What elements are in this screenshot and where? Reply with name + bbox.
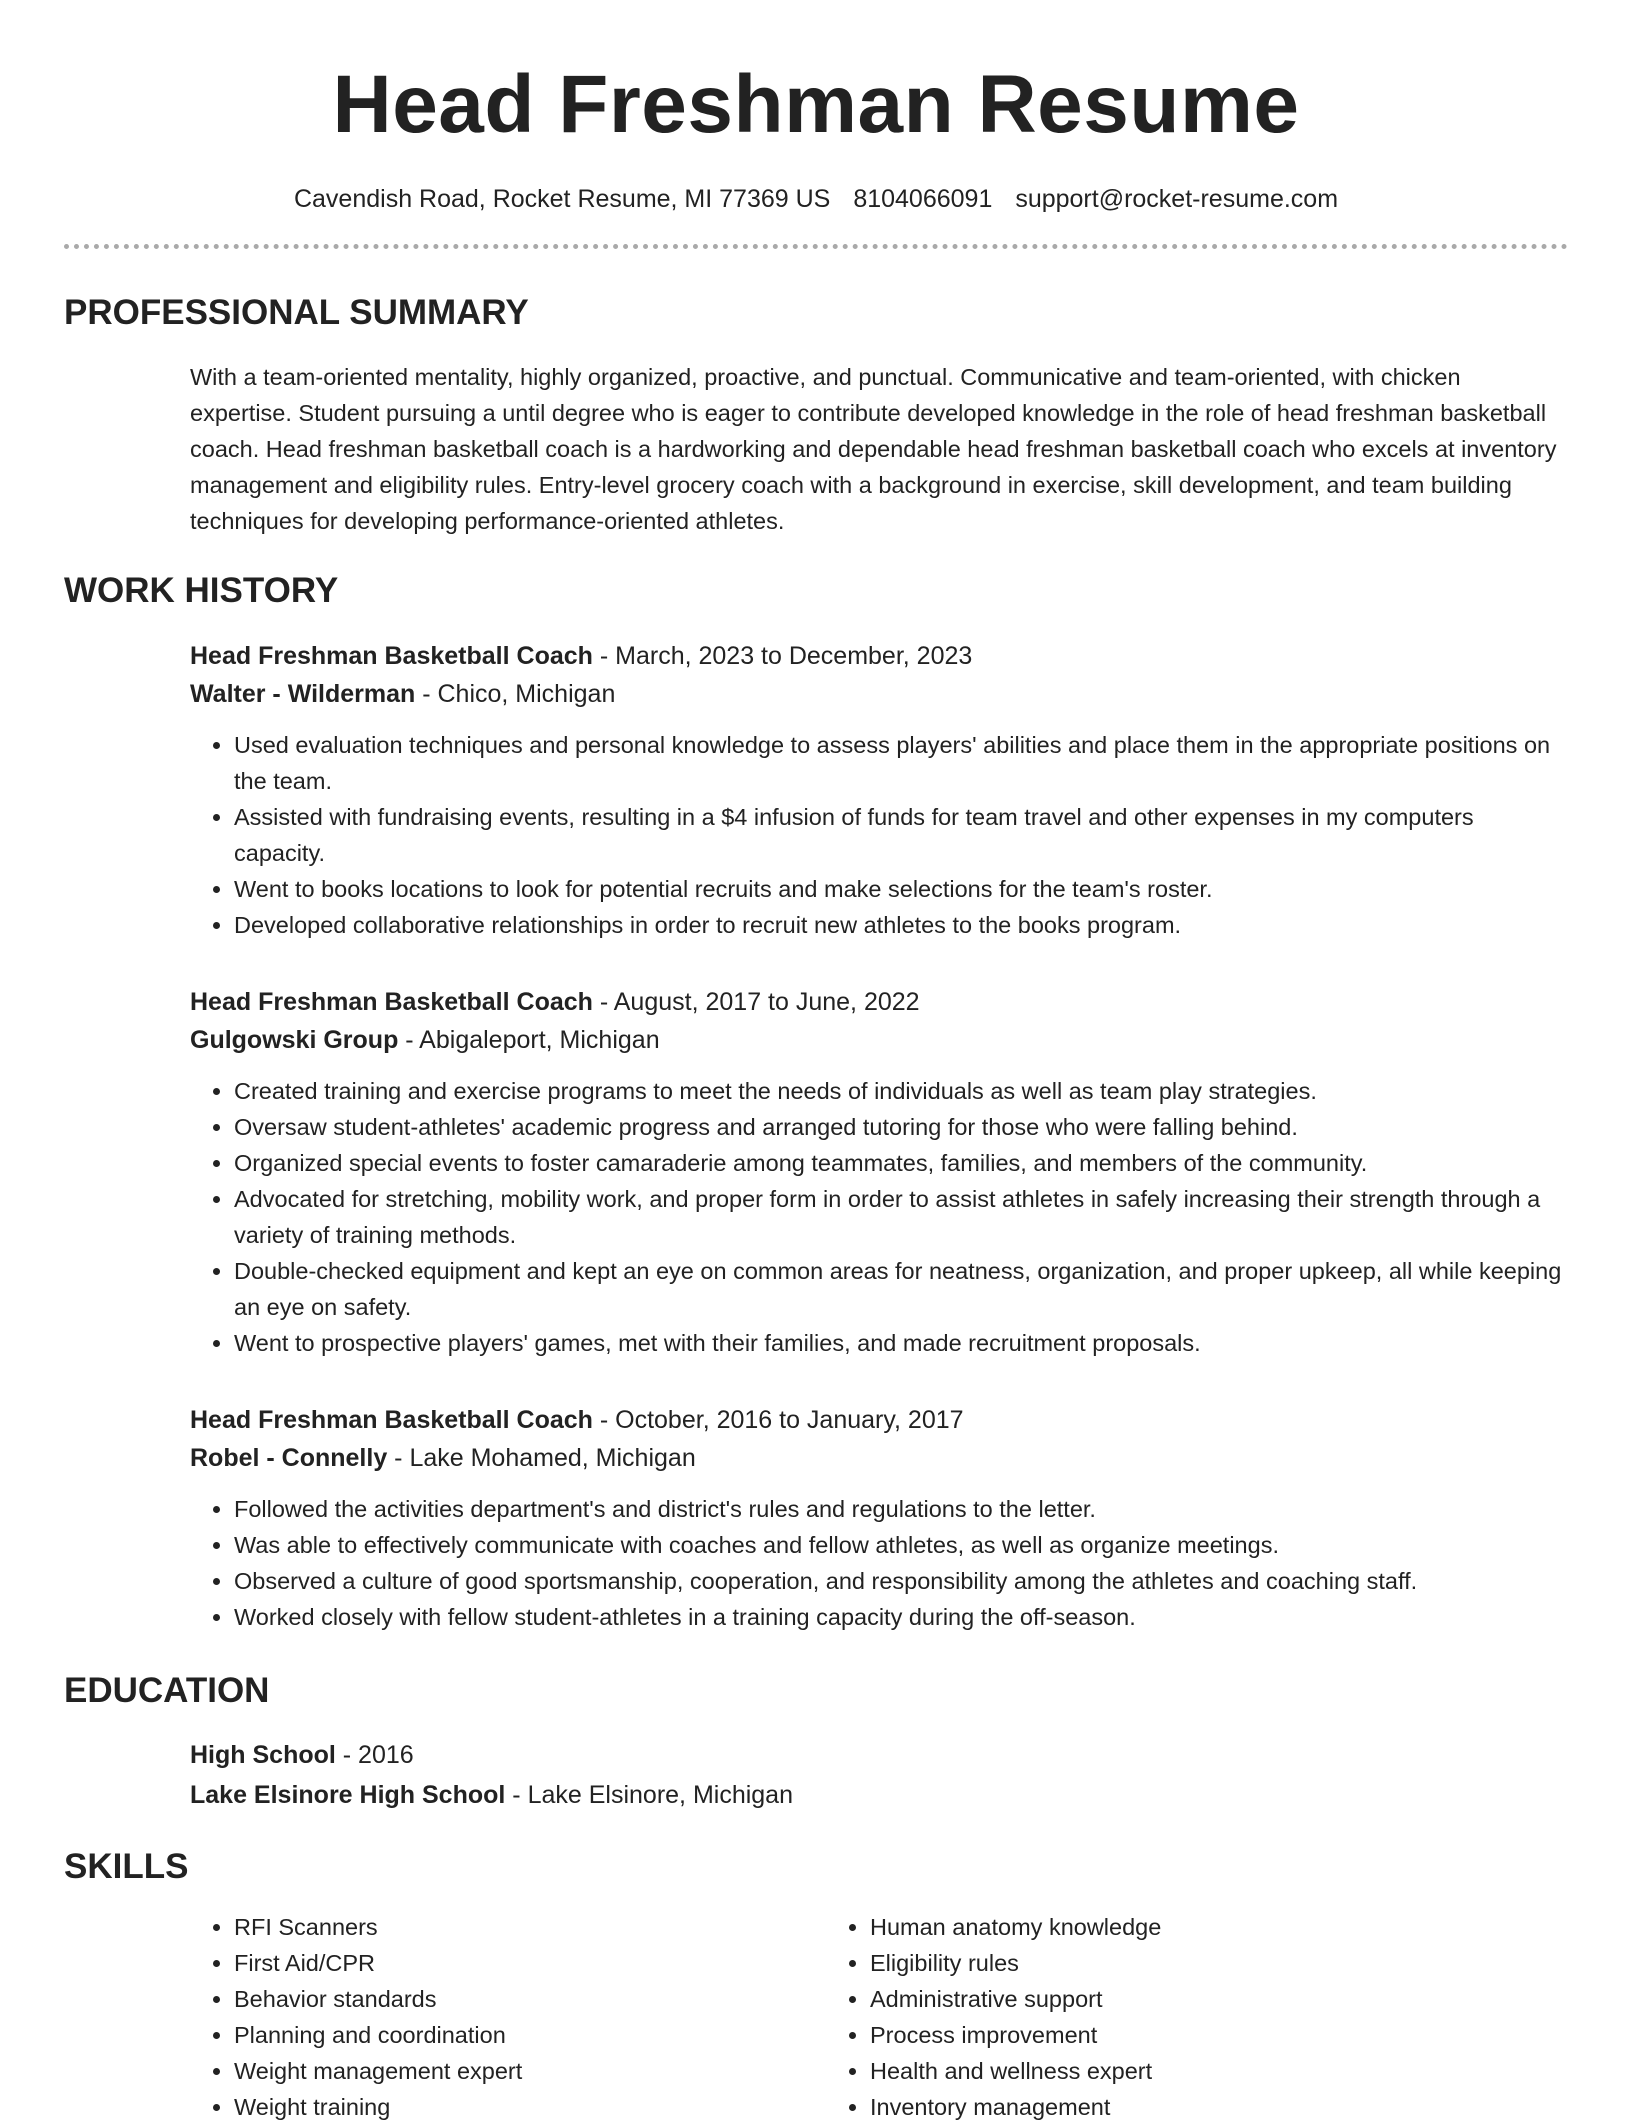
education-heading: EDUCATION [64,1671,270,1710]
list-item: • Used evaluation techniques and personal knowledge to assess players' abilities and place them in the appropriate positions on the team. [234,727,1568,799]
list-item: • Weight management expert [234,2053,826,2089]
job-role: Head Freshman Basketball Coach [190,1406,593,1434]
list-item: • Went to books locations to look for potential recruits and make selections for the team's roster. [234,871,1568,907]
list-item: • RFI Scanners [234,1909,826,1945]
list-item: • Worked closely with fellow student-athletes in a training capacity during the off-season. [234,1599,1568,1635]
job-dates: - August, 2017 to June, 2022 [592,988,920,1016]
education-school-line [190,1775,1568,1815]
list-item: • Double-checked equipment and kept an eye on common areas for neatness, organization, and proper upkeep, all while keeping an eye on safety. [234,1253,1568,1325]
job-title-line [190,637,1568,675]
summary-heading: PROFESSIONAL SUMMARY [64,293,529,332]
list-item: • Oversaw student-athletes' academic progress and arranged tutoring for those who were falling behind. [234,1109,1568,1145]
job-entry-3 [190,1401,1568,1635]
job-company: Walter - Wilderman [190,680,416,708]
list-item: • Followed the activities department's and district's rules and regulations to the letter. [234,1491,1568,1527]
list-item: • Health and wellness expert [870,2053,1462,2089]
education-school: Lake Elsinore High School [190,1781,506,1809]
job-company-line [190,1021,1568,1059]
education-degree: High School [190,1741,336,1769]
contact-address: Cavendish Road, Rocket Resume, MI 77369 US [293,185,831,213]
list-item: • Observed a culture of good sportsmanship, cooperation, and responsibility among the athletes and coaching staff. [234,1563,1568,1599]
job-role: Head Freshman Basketball Coach [190,988,593,1016]
job-dates: - March, 2023 to December, 2023 [592,642,973,670]
education-entry [190,1735,1568,1815]
list-item: • First Aid/CPR [234,1945,826,1981]
skills-columns [190,1909,1568,2125]
job-company-line [190,675,1568,713]
education-location: - Lake Elsinore, Michigan [505,1781,793,1809]
list-item: • Organized special events to foster camaraderie among teammates, families, and members of the community. [234,1145,1568,1181]
job-entry-2 [190,983,1568,1361]
list-item: • Weight training [234,2089,826,2125]
list-item: • Administrative support [870,1981,1462,2017]
job-entry-1 [190,637,1568,943]
list-item: • Eligibility rules [870,1945,1462,1981]
skills-list-left [190,1909,826,2125]
job-dates: - October, 2016 to January, 2017 [592,1406,964,1434]
list-item: • Was able to effectively communicate with coaches and fellow athletes, as well as organize meetings. [234,1527,1568,1563]
list-item: • Behavior standards [234,1981,826,2017]
resume-title: Head Freshman Resume [332,59,1300,150]
skills-heading: SKILLS [64,1847,189,1886]
job-company: Robel - Connelly [190,1444,388,1472]
summary-text: With a team-oriented mentality, highly organized, proactive, and punctual. Communicative and team-oriented, with chicken expertise. Student pursuing a until degree who is eager to contribute developed knowledge in the role of head freshman basketball coach. Head freshman basketball coach is a hardworking and dependable head freshman basketball coach who excels at inventory management and eligibility rules. Entry-level grocery coach with a background in exercise, skill development, and team building techniques for developing performance-oriented athletes. [190,364,1557,534]
job-bullets [190,1073,1568,1361]
skills-list-right [826,1909,1462,2125]
list-item: • Planning and coordination [234,2017,826,2053]
job-bullets [190,1491,1568,1635]
job-company-line [190,1439,1568,1477]
list-item: • Inventory management [870,2089,1462,2125]
contact-line [64,184,1568,214]
job-title-line [190,983,1568,1021]
list-item: • Human anatomy knowledge [870,1909,1462,1945]
resume-page [64,0,1568,2125]
job-role: Head Freshman Basketball Coach [190,642,593,670]
header-divider [64,244,1568,249]
contact-phone: 8104066091 [853,185,993,213]
list-item: • Developed collaborative relationships in order to recruit new athletes to the books program. [234,907,1568,943]
list-item: • Went to prospective players' games, met with their families, and made recruitment proposals. [234,1325,1568,1361]
list-item: • Advocated for stretching, mobility work, and proper form in order to assist athletes in safely increasing their strength through a variety of training methods. [234,1181,1568,1253]
job-location: - Chico, Michigan [415,680,616,708]
education-degree-line [190,1735,1568,1775]
contact-email: support@rocket-resume.com [1015,185,1339,213]
work-history-heading: WORK HISTORY [64,571,339,610]
job-title-line [190,1401,1568,1439]
list-item: • Assisted with fundraising events, resulting in a $4 infusion of funds for team travel and other expenses in my computers capacity. [234,799,1568,871]
list-item: • Created training and exercise programs to meet the needs of individuals as well as team play strategies. [234,1073,1568,1109]
list-item: • Process improvement [870,2017,1462,2053]
job-location: - Abigaleport, Michigan [398,1026,660,1054]
job-bullets [190,727,1568,943]
education-year: - 2016 [335,1741,414,1769]
job-company: Gulgowski Group [190,1026,399,1054]
job-location: - Lake Mohamed, Michigan [387,1444,696,1472]
